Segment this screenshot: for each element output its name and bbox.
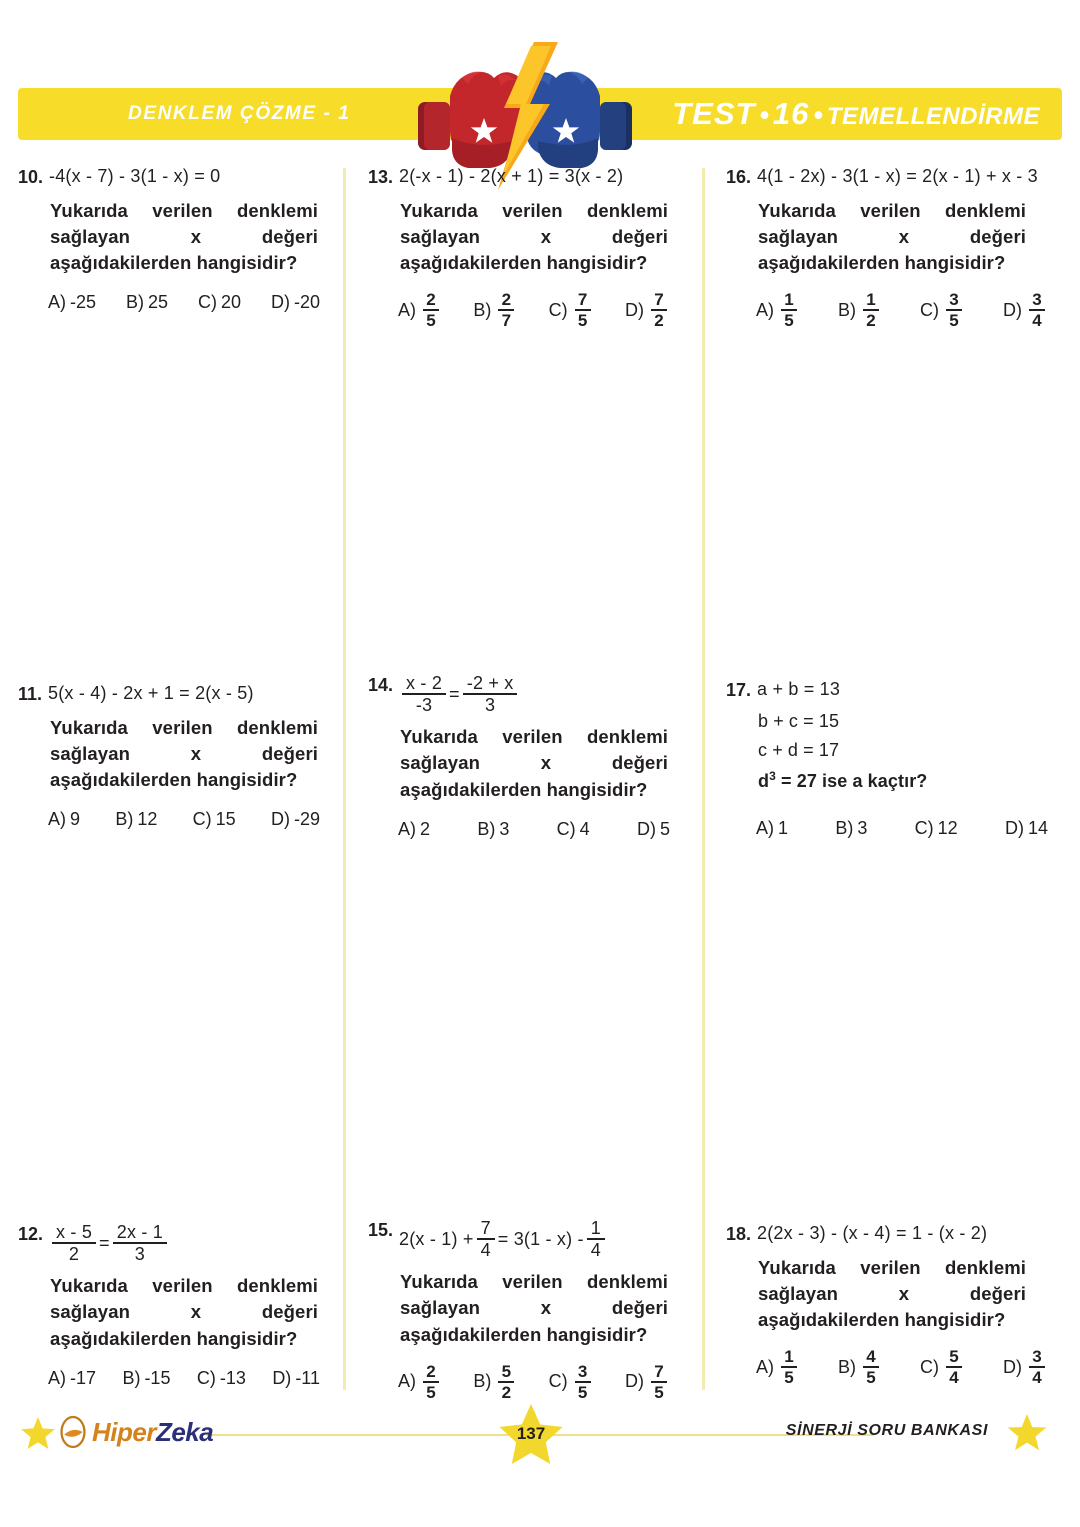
option-c[interactable] [920,1347,965,1387]
page-number-badge [496,1402,566,1470]
option-a-letter: A) [48,809,66,830]
test-number: 16 [772,96,810,131]
option-a[interactable] [756,1347,800,1387]
question-17-line-2: b + c = 15 [758,710,840,731]
option-b-letter: B) [122,1367,141,1388]
page-footer [0,1400,1080,1490]
option-b-fraction [498,290,514,330]
separator-dot-1: • [759,100,769,130]
option-d[interactable] [1003,1347,1048,1387]
option-d[interactable] [625,290,670,330]
fraction-numerator: 1 [784,1347,794,1367]
option-d-value: 5 [659,818,670,839]
question-11-equation: 5(x - 4) - 2x + 1 = 2(x - 5) [48,683,254,703]
fraction-right [113,1223,167,1263]
option-c-letter: C) [548,299,568,320]
option-b-fraction [498,1362,514,1402]
exponent-3: 3 [769,768,776,783]
option-a-letter: A) [756,817,774,838]
question-18-prompt: Yukarıda verilen denklemi sağlayan x değeri aşağıdakilerden hangisidir? [758,1256,1026,1331]
question-14-options [368,819,670,840]
option-c-fraction [946,290,962,330]
question-17-line-3: c + d = 17 [758,739,840,760]
fraction-numerator: 1 [590,1218,601,1238]
question-15-equation [399,1218,608,1260]
question-12-number: 12. [18,1224,44,1244]
option-b-value: 3 [857,817,868,838]
fraction-denominator: 4 [590,1240,601,1260]
logo-text [92,1417,213,1448]
fraction-denominator: 4 [1032,311,1042,331]
option-c-fraction [575,1362,591,1402]
fraction-one-fourth [587,1219,605,1259]
fraction-denominator: 5 [577,1382,588,1402]
fraction-numerator: 5 [501,1361,512,1381]
option-d-letter: D) [636,818,656,839]
fraction-denominator: 2 [866,311,876,331]
fraction-numerator: 2 [426,1361,436,1381]
question-18-options [726,1347,1048,1387]
option-b-value: -15 [144,1367,171,1388]
question-11-number: 11. [18,684,43,704]
fraction-numerator: 1 [784,290,794,310]
fraction-right [463,674,518,714]
fraction-denominator: 5 [949,311,959,331]
option-b-value: 12 [137,809,158,830]
fraction-numerator: 4 [866,1347,876,1367]
fraction-numerator: 7 [654,1361,664,1381]
option-d-letter: D) [1003,299,1022,320]
fraction-numerator: 1 [866,290,876,310]
fraction-numerator: 3 [949,290,959,310]
option-d[interactable] [1003,290,1048,330]
question-16-prompt: Yukarıda verilen denklemi sağlayan x değeri aşağıdakilerden hangisidir? [758,199,1026,274]
fraction-denominator: 4 [949,1368,959,1388]
question-16 [726,165,1044,330]
option-a[interactable] [398,1362,442,1402]
option-a-value: 1 [778,817,789,838]
option-d[interactable] [271,292,320,313]
question-13 [368,165,668,330]
fraction-left [402,674,446,714]
option-a[interactable] [756,290,800,330]
question-12-equation [49,1222,170,1264]
fraction-denominator: 5 [577,311,588,331]
question-12-header [18,1222,318,1264]
option-d-value: -29 [293,809,320,830]
question-10 [18,165,318,313]
option-c[interactable] [549,1362,594,1402]
option-b-letter: B) [835,817,854,838]
option-a-letter: A) [398,1371,416,1392]
option-b[interactable] [838,1347,882,1387]
fraction-denominator: 2 [68,1244,80,1264]
option-a[interactable] [398,819,430,840]
option-a-fraction [781,290,797,330]
fraction-seven-fourths [477,1219,495,1259]
option-c[interactable] [198,292,241,313]
option-a[interactable] [398,290,442,330]
test-word: TEST [672,96,756,131]
question-17 [726,678,1048,839]
fraction-denominator: 5 [426,311,436,331]
publisher-logo [58,1414,213,1450]
option-b[interactable] [473,290,517,330]
question-18-equation: 2(2x - 3) - (x - 4) = 1 - (x - 2) [757,1223,988,1243]
question-17-prompt [758,767,1026,796]
star-decoration-right [1004,1410,1050,1456]
option-a-fraction [423,1362,439,1402]
option-b[interactable] [126,292,168,313]
question-15 [368,1218,668,1402]
fraction-numerator: 3 [1032,290,1042,310]
question-13-equation: 2(-x - 1) - 2(x + 1) = 3(x - 2) [399,166,624,186]
question-14-prompt: Yukarıda verilen denklemi sağlayan x değeri aşağıdakilerden hangisidir? [400,726,668,800]
option-d-letter: D) [1003,1356,1022,1377]
fraction-denominator: 5 [784,311,794,331]
question-18-number: 18. [726,1224,752,1244]
question-14-equation [399,673,520,715]
option-b[interactable] [115,809,157,830]
variable-d: d [758,770,770,791]
fraction-numerator: 2 [501,290,512,310]
question-10-prompt: Yukarıda verilen denklemi sağlayan x değeri aşağıdakilerden hangisidir? [50,199,318,274]
star-decoration-left [18,1414,58,1454]
question-10-options [18,292,320,313]
option-a-value: 9 [70,809,81,830]
option-d-fraction [1029,1347,1045,1387]
option-c[interactable] [915,818,958,839]
question-18-header [726,1222,1044,1246]
question-13-number: 13. [368,167,394,187]
option-b-letter: B) [477,818,496,839]
option-d-letter: D) [272,1367,292,1388]
option-c[interactable] [197,1368,246,1389]
option-a[interactable] [48,809,80,830]
option-d-fraction [1029,290,1045,330]
question-17-number: 17. [726,680,752,700]
question-14 [368,673,668,840]
option-d-fraction [651,1362,667,1402]
option-a-value: -17 [70,1367,97,1388]
fraction-denominator: 5 [784,1368,794,1388]
option-a-fraction [781,1347,797,1387]
question-15-number: 15. [368,1220,394,1240]
question-10-header [18,165,318,189]
fraction-numerator: 7 [654,290,664,310]
fraction-numerator: 7 [480,1218,491,1238]
option-b-value: 25 [147,292,169,313]
option-c-value: 20 [220,292,242,313]
equals-sign: = [449,683,460,704]
logo-zeka: Zeka [155,1416,214,1447]
question-15-header [368,1218,668,1260]
topic-label: DENKLEM ÇÖZME - 1 [128,103,351,124]
option-c-letter: C) [556,818,576,839]
fraction-numerator: x - 5 [56,1222,93,1242]
fraction-denominator: -3 [415,695,433,715]
option-b-value: 3 [499,818,510,839]
option-d[interactable] [272,1368,320,1389]
option-b[interactable] [473,1362,517,1402]
option-a-letter: A) [48,1367,66,1388]
equation-term-2: = 3(1 - x) - [497,1228,584,1249]
question-10-number: 10. [18,167,44,187]
option-c-value: 12 [937,817,958,838]
question-14-number: 14. [368,675,394,695]
fraction-denominator: 5 [654,1382,664,1402]
option-c[interactable] [193,809,236,830]
logo-hiper: Hiper [92,1416,156,1447]
option-d-value: -11 [295,1367,320,1388]
question-14-header [368,673,668,715]
fraction-denominator: 2 [654,311,664,331]
option-b-letter: B) [125,292,144,313]
option-c[interactable] [920,290,965,330]
option-b[interactable] [838,290,882,330]
question-11-options [18,809,320,830]
blue-glove-icon [526,72,632,168]
fraction-numerator: 3 [1032,1347,1042,1367]
question-16-equation: 4(1 - 2x) - 3(1 - x) = 2(x - 1) + x - 3 [757,166,1038,186]
option-a-letter: A) [756,1356,774,1377]
question-17-header [726,678,1044,702]
fraction-denominator: 3 [485,695,496,715]
fraction-denominator: 3 [134,1244,145,1264]
option-b-letter: B) [473,299,492,320]
option-b-letter: B) [838,299,856,320]
fraction-left [52,1223,96,1263]
question-11 [18,682,318,830]
question-18 [726,1222,1044,1387]
option-b-fraction [863,1347,879,1387]
option-a-letter: A) [398,299,416,320]
question-16-header [726,165,1044,189]
option-a-fraction [423,290,439,330]
question-10-equation: -4(x - 7) - 3(1 - x) = 0 [49,166,221,186]
question-17-prompt-suffix: = 27 ise a kaçtır? [775,770,928,791]
option-d-letter: D) [624,299,644,320]
option-d-value: -20 [293,292,320,313]
option-a-letter: A) [756,299,774,320]
page-header [18,88,1062,140]
fraction-denominator: 4 [480,1240,491,1260]
option-c-letter: C) [192,809,212,830]
fraction-denominator: 7 [501,311,512,331]
question-12 [18,1222,318,1389]
question-15-options [368,1362,670,1402]
fraction-numerator: 2x - 1 [116,1222,163,1242]
option-b-fraction [863,290,879,330]
question-13-header [368,165,668,189]
option-a-letter: A) [48,292,66,313]
column-divider-2 [702,168,705,1390]
page-number: 137 [516,1424,546,1443]
option-d[interactable] [637,819,670,840]
question-12-prompt: Yukarıda verilen denklemi sağlayan x değeri aşağıdakilerden hangisidir? [50,1275,318,1349]
option-b[interactable] [122,1368,170,1389]
equals-sign: = [99,1232,110,1253]
question-16-number: 16. [726,167,752,187]
option-c-letter: C) [920,299,939,320]
option-c-value: 15 [215,809,236,830]
option-a-letter: A) [398,818,416,839]
option-d-value: 14 [1027,817,1048,838]
separator-dot-2: • [813,100,823,130]
option-d-letter: D) [270,292,290,313]
test-type: TEMELLENDİRME [826,103,1040,130]
option-c-value: 4 [579,818,590,839]
fraction-numerator: 7 [577,290,588,310]
red-glove-icon [418,72,524,168]
option-b-letter: B) [473,1371,492,1392]
option-d-letter: D) [624,1371,644,1392]
question-17-system [726,707,1026,796]
option-d-letter: D) [270,809,290,830]
question-13-prompt: Yukarıda verilen denklemi sağlayan x değeri aşağıdakilerden hangisidir? [400,199,668,274]
fraction-numerator: 2 [426,290,436,310]
fraction-denominator: 5 [866,1368,876,1388]
option-b-letter: B) [115,809,134,830]
option-d[interactable] [1005,818,1048,839]
option-d-letter: D) [1004,817,1024,838]
option-c-letter: C) [196,1367,216,1388]
option-c-fraction [946,1347,962,1387]
option-c-value: -13 [219,1367,246,1388]
fraction-denominator: 5 [426,1382,436,1402]
option-a-value: 2 [420,818,431,839]
fraction-numerator: -2 + x [466,673,514,693]
fraction-denominator: 4 [1032,1368,1042,1388]
test-label-group [672,88,1040,140]
option-c-letter: C) [197,292,217,313]
option-d[interactable] [271,809,320,830]
question-16-options [726,290,1048,330]
question-15-prompt: Yukarıda verilen denklemi sağlayan x değeri aşağıdakilerden hangisidir? [400,1271,668,1345]
option-a[interactable] [756,818,788,839]
option-d-fraction [651,290,667,330]
fraction-numerator: x - 2 [406,673,443,693]
column-divider-1 [343,168,346,1390]
question-12-options [18,1368,320,1389]
option-a-value: -25 [70,292,97,313]
question-11-prompt: Yukarıda verilen denklemi sağlayan x değeri aşağıdakilerden hangisidir? [50,716,318,791]
option-d[interactable] [625,1362,670,1402]
question-17-line-1: a + b = 13 [757,679,841,699]
question-17-options [726,818,1048,839]
option-c-letter: C) [920,1356,939,1377]
equation-term-1: 2(x - 1) + [399,1228,474,1249]
fraction-numerator: 5 [949,1347,959,1367]
question-11-header [18,682,318,706]
option-b[interactable] [835,818,867,839]
option-a[interactable] [48,292,96,313]
option-b-letter: B) [838,1356,856,1377]
egg-icon [58,1414,88,1450]
option-a[interactable] [48,1368,96,1389]
fraction-numerator: 3 [577,1361,588,1381]
fraction-denominator: 2 [501,1382,512,1402]
option-c-letter: C) [548,1371,568,1392]
option-c-fraction [575,290,591,330]
option-c[interactable] [549,290,594,330]
question-13-options [368,290,670,330]
option-c-letter: C) [914,817,934,838]
brand-name-right: SİNERJİ SORU BANKASI [785,1422,988,1439]
option-b[interactable] [477,819,509,840]
option-c[interactable] [557,819,590,840]
